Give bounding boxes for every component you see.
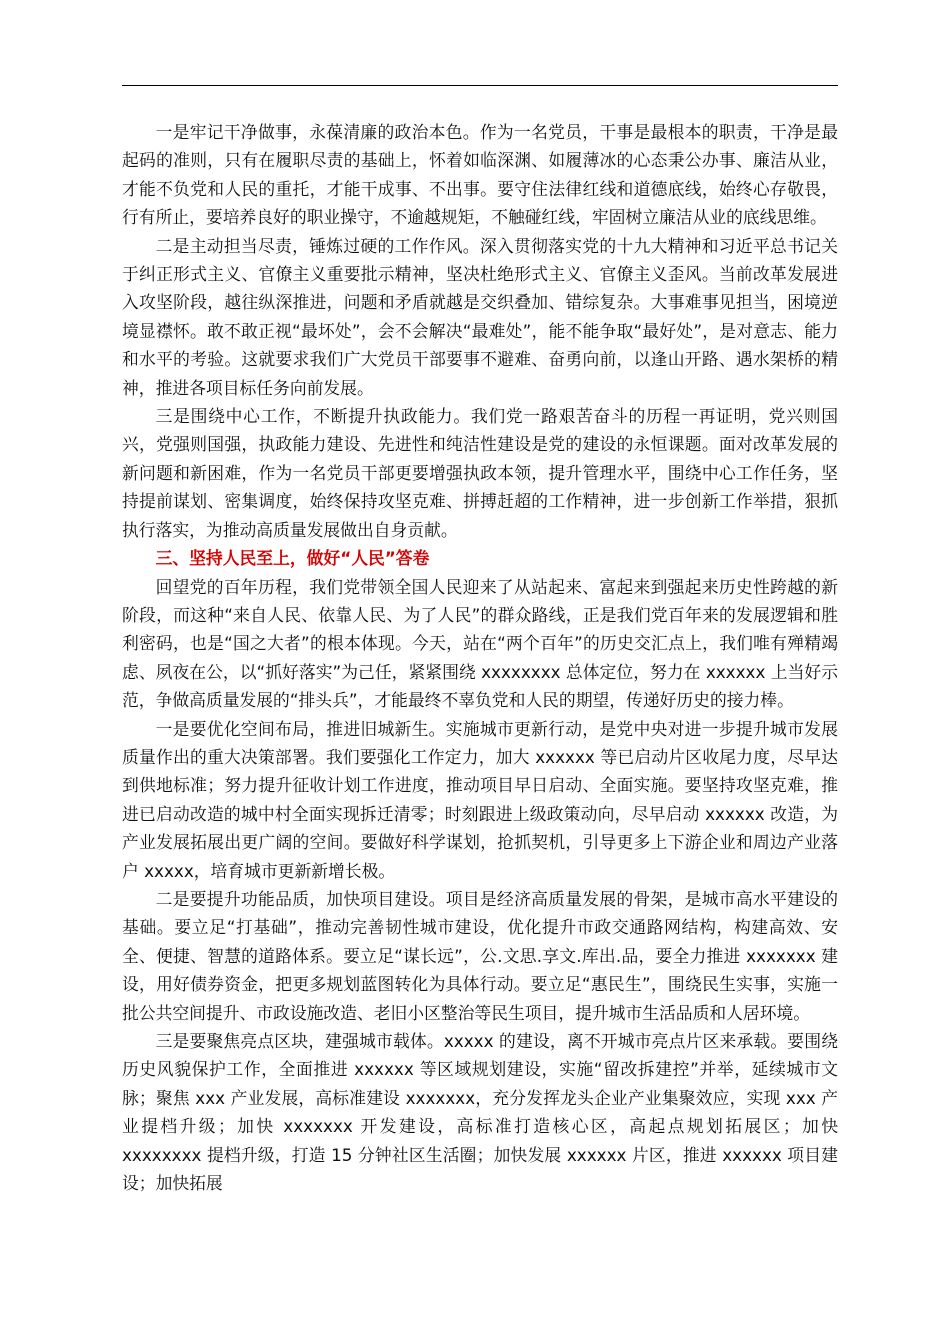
paragraph: 二是主动担当尽责，锤炼过硬的工作作风。深入贯彻落实党的十九大精神和习近平总书记关于纠正形式主义、官僚主义重要批示精神，坚决杜绝形式主义、官僚主义歪风。当前改革发展进入攻坚阶段，越往纵深推进，问题和矛盾就越是交织叠加、错综复杂。大事难事见担当，困境逆境显襟怀。敢不敢正视“最坏处”，会不会解决“最难处”，能不能争取“最好处”，是对意志、能力和水平的考验。这就要求我们广大党员干部要事不避难、奋勇向前，以逢山开路、遇水架桥的精神，推进各项目标任务向前发展。 bbox=[122, 235, 838, 398]
paragraph: 一是牢记干净做事，永葆清廉的政治本色。作为一名党员，干事是最根本的职责，干净是最起码的准则，只有在履职尽责的基础上，怀着如临深渊、如履薄冰的心态秉公办事、廉洁从业，才能不负党和人民的重托，才能干成事、不出事。要守住法律红线和道德底线，始终心存敬畏，行有所止，要培养良好的职业操守，不逾越规矩，不触碰红线，牢固树立廉洁从业的底线思维。 bbox=[122, 122, 838, 228]
paragraph: 三是要聚焦亮点区块，建强城市载体。xxxxx 的建设，离不开城市亮点片区来承载。要围绕历史风貌保护工作，全面推进 xxxxxx 等区域规划建设，实施“留改拆建控”并举，延续城市文脉；聚焦 xxx 产业发展，高标准建设 xxxxxxx，充分发挥龙头企业产业集聚效应，实现 xxx 产业提档升级；加快 xxxxxxx 开发建设，高标准打造核心区，高起点规划拓展区；加快 xxxxxxxx 提档升级，打造 15 分钟社区生活圈；加快发展 xxxxxx 片区，推进 xxxxxx 项目建设；加快拓展 bbox=[122, 1031, 838, 1194]
paragraph: 三是围绕中心工作，不断提升执政能力。我们党一路艰苦奋斗的历程一再证明，党兴则国兴，党强则国强，执政能力建设、先进性和纯洁性建设是党的建设的永恒课题。面对改革发展的新问题和新困难，作为一名党员干部更要增强执政本领，提升管理水平，围绕中心工作任务，坚持提前谋划、密集调度，始终保持攻坚克难、拼搏赶超的工作精神，进一步创新工作举措，狠抓执行落实，为推动高质量发展做出自身贡献。 bbox=[122, 406, 838, 540]
section-heading: 三、坚持人民至上，做好“人民”答卷 bbox=[155, 548, 430, 569]
document-body bbox=[122, 118, 838, 1197]
paragraph: 一是要优化空间布局，推进旧城新生。实施城市更新行动，是党中央对进一步提升城市发展质量作出的重大决策部署。我们要强化工作定力，加大 xxxxxx 等已启动片区收尾力度，尽早达到供地标准；努力提升征收计划工作进度，推动项目早日启动、全面实施。要坚持攻坚克难，推进已启动改造的城中村全面实现拆迁清零；时刻跟进上级政策动向，尽早启动 xxxxxx 改造，为产业发展拓展出更广阔的空间。要做好科学谋划，抢抓契机，引导更多上下游企业和周边产业落户 xxxxx，培育城市更新新增长极。 bbox=[122, 718, 838, 881]
paragraph: 二是要提升功能品质，加快项目建设。项目是经济高质量发展的骨架，是城市高水平建设的基础。要立足“打基础”，推动完善韧性城市建设，优化提升市政交通路网结构，构建高效、安全、便捷、智慧的道路体系。要立足“谋长远”，公.文思.享文.库出.品，要全力推进 xxxxxxx 建设，用好债券资金，把更多规划蓝图转化为具体行动。要立足“惠民生”，围绕民生实事，实施一批公共空间提升、市政设施改造、老旧小区整治等民生项目，提升城市生活品质和人居环境。 bbox=[122, 888, 838, 1023]
header-rule bbox=[122, 85, 838, 86]
paragraph: 回望党的百年历程，我们党带领全国人民迎来了从站起来、富起来到强起来历史性跨越的新阶段，而这种“来自人民、依靠人民、为了人民”的群众路线，正是我们党百年来的发展逻辑和胜利密码，也是“国之大者”的根本体现。今天，站在“两个百年”的历史交汇点上，我们唯有殚精竭虑、夙夜在公，以“抓好落实”为己任，紧紧围绕 xxxxxxxx 总体定位，努力在 xxxxxx 上当好示范，争做高质量发展的“排头兵”，才能最终不辜负党和人民的期望，传递好历史的接力棒。 bbox=[122, 576, 838, 711]
